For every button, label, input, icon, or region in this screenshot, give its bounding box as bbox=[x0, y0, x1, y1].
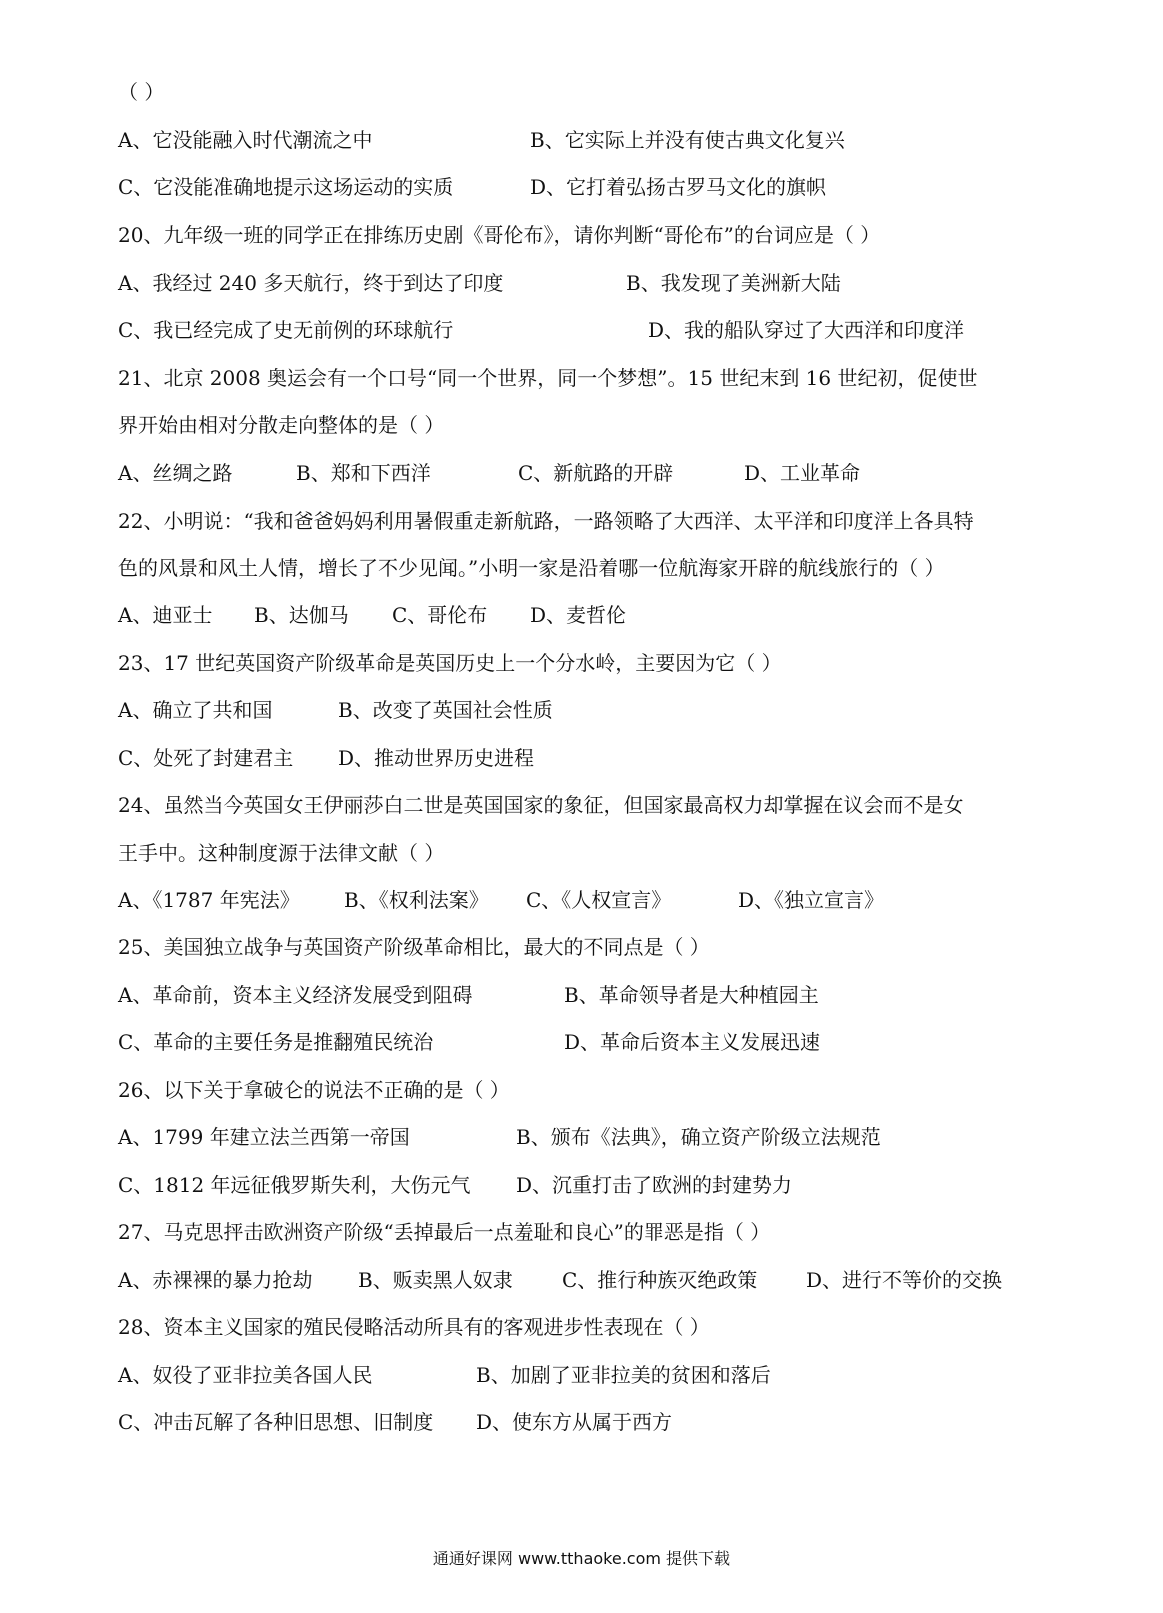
option-c: C、推行种族灭绝政策 bbox=[562, 1268, 758, 1292]
option-d: D、麦哲伦 bbox=[530, 603, 627, 627]
question-22: 22、小明说：“我和爸爸妈妈利用暑假重走新航路，一路领略了大西洋、太平洋和印度洋上各具特 bbox=[118, 509, 974, 533]
question-24: 24、虽然当今英国女王伊丽莎白二世是英国国家的象征，但国家最高权力却掌握在议会而不是女 bbox=[118, 793, 964, 817]
option-c: C、新航路的开辟 bbox=[518, 461, 674, 485]
option-b: B、我发现了美洲新大陆 bbox=[626, 271, 841, 295]
question-27: 27、马克思抨击欧洲资产阶级“丢掉最后一点羞耻和良心”的罪恶是指（ ） bbox=[118, 1220, 771, 1244]
option-a: A、确立了共和国 bbox=[118, 698, 273, 722]
option-a: A、丝绸之路 bbox=[118, 461, 233, 485]
option-b: B、革命领导者是大种植园主 bbox=[564, 983, 819, 1007]
option-d: D、它打着弘扬古罗马文化的旗帜 bbox=[530, 175, 827, 199]
option-b: B、《权利法案》 bbox=[344, 888, 489, 912]
option-d: D、推动世界历史进程 bbox=[338, 746, 535, 770]
option-b: B、达伽马 bbox=[254, 603, 349, 627]
option-b: B、郑和下西洋 bbox=[296, 461, 431, 485]
option-d: D、工业革命 bbox=[744, 461, 861, 485]
option-d: D、使东方从属于西方 bbox=[476, 1410, 673, 1434]
question-28: 28、资本主义国家的殖民侵略活动所具有的客观进步性表现在（ ） bbox=[118, 1315, 710, 1339]
option-b: B、它实际上并没有使古典文化复兴 bbox=[530, 128, 845, 152]
option-d: D、革命后资本主义发展迅速 bbox=[564, 1030, 821, 1054]
option-d: D、《独立宣言》 bbox=[738, 888, 885, 912]
option-c: C、《人权宣言》 bbox=[526, 888, 672, 912]
option-c: C、它没能准确地提示这场运动的实质 bbox=[118, 175, 454, 199]
question-20: 20、九年级一班的同学正在排练历史剧《哥伦布》，请你判断“哥伦布”的台词应是（ ） bbox=[118, 223, 881, 247]
option-d: D、进行不等价的交换 bbox=[806, 1268, 1003, 1292]
question-24-cont: 王手中。这种制度源于法律文献（ ） bbox=[118, 841, 445, 865]
option-d: D、我的船队穿过了大西洋和印度洋 bbox=[648, 318, 965, 342]
question-21-cont: 界开始由相对分散走向整体的是（ ） bbox=[118, 413, 445, 437]
option-c: C、处死了封建君主 bbox=[118, 746, 294, 770]
option-a: A、它没能融入时代潮流之中 bbox=[118, 128, 373, 152]
option-c: C、哥伦布 bbox=[392, 603, 488, 627]
question-21: 21、北京 2008 奥运会有一个口号“同一个世界，同一个梦想”。15 世纪末到 16 世纪初，促使世 bbox=[118, 366, 978, 390]
option-a: A、迪亚士 bbox=[118, 603, 213, 627]
option-b: B、贩卖黑人奴隶 bbox=[358, 1268, 513, 1292]
option-a: A、《1787 年宪法》 bbox=[118, 888, 300, 912]
option-d: D、沉重打击了欧洲的封建势力 bbox=[516, 1173, 793, 1197]
option-b: B、颁布《法典》，确立资产阶级立法规范 bbox=[516, 1125, 881, 1149]
option-c: C、革命的主要任务是推翻殖民统治 bbox=[118, 1030, 434, 1054]
question-22-cont: 色的风景和风土人情，增长了不少见闻。”小明一家是沿着哪一位航海家开辟的航线旅行的（ ） bbox=[118, 556, 945, 580]
question-23: 23、17 世纪英国资产阶级革命是英国历史上一个分水岭，主要因为它（ ） bbox=[118, 651, 782, 675]
option-a: A、革命前，资本主义经济发展受到阻碍 bbox=[118, 983, 473, 1007]
option-c: C、我已经完成了史无前例的环球航行 bbox=[118, 318, 454, 342]
option-b: B、改变了英国社会性质 bbox=[338, 698, 553, 722]
question-26: 26、以下关于拿破仑的说法不正确的是（ ） bbox=[118, 1078, 510, 1102]
option-a: A、我经过 240 多天航行，终于到达了印度 bbox=[118, 271, 504, 295]
option-a: A、赤裸裸的暴力抢劫 bbox=[118, 1268, 313, 1292]
option-b: B、加剧了亚非拉美的贫困和落后 bbox=[476, 1363, 771, 1387]
option-a: A、奴役了亚非拉美各国人民 bbox=[118, 1363, 373, 1387]
answer-blank-line: （ ） bbox=[118, 80, 165, 104]
option-c: C、1812 年远征俄罗斯失利，大伤元气 bbox=[118, 1173, 471, 1197]
question-25: 25、美国独立战争与英国资产阶级革命相比，最大的不同点是（ ） bbox=[118, 935, 710, 959]
option-a: A、1799 年建立法兰西第一帝国 bbox=[118, 1125, 410, 1149]
page-footer: 通通好课网 www.tthaoke.com 提供下载 bbox=[432, 1549, 731, 1568]
option-c: C、冲击瓦解了各种旧思想、旧制度 bbox=[118, 1410, 434, 1434]
